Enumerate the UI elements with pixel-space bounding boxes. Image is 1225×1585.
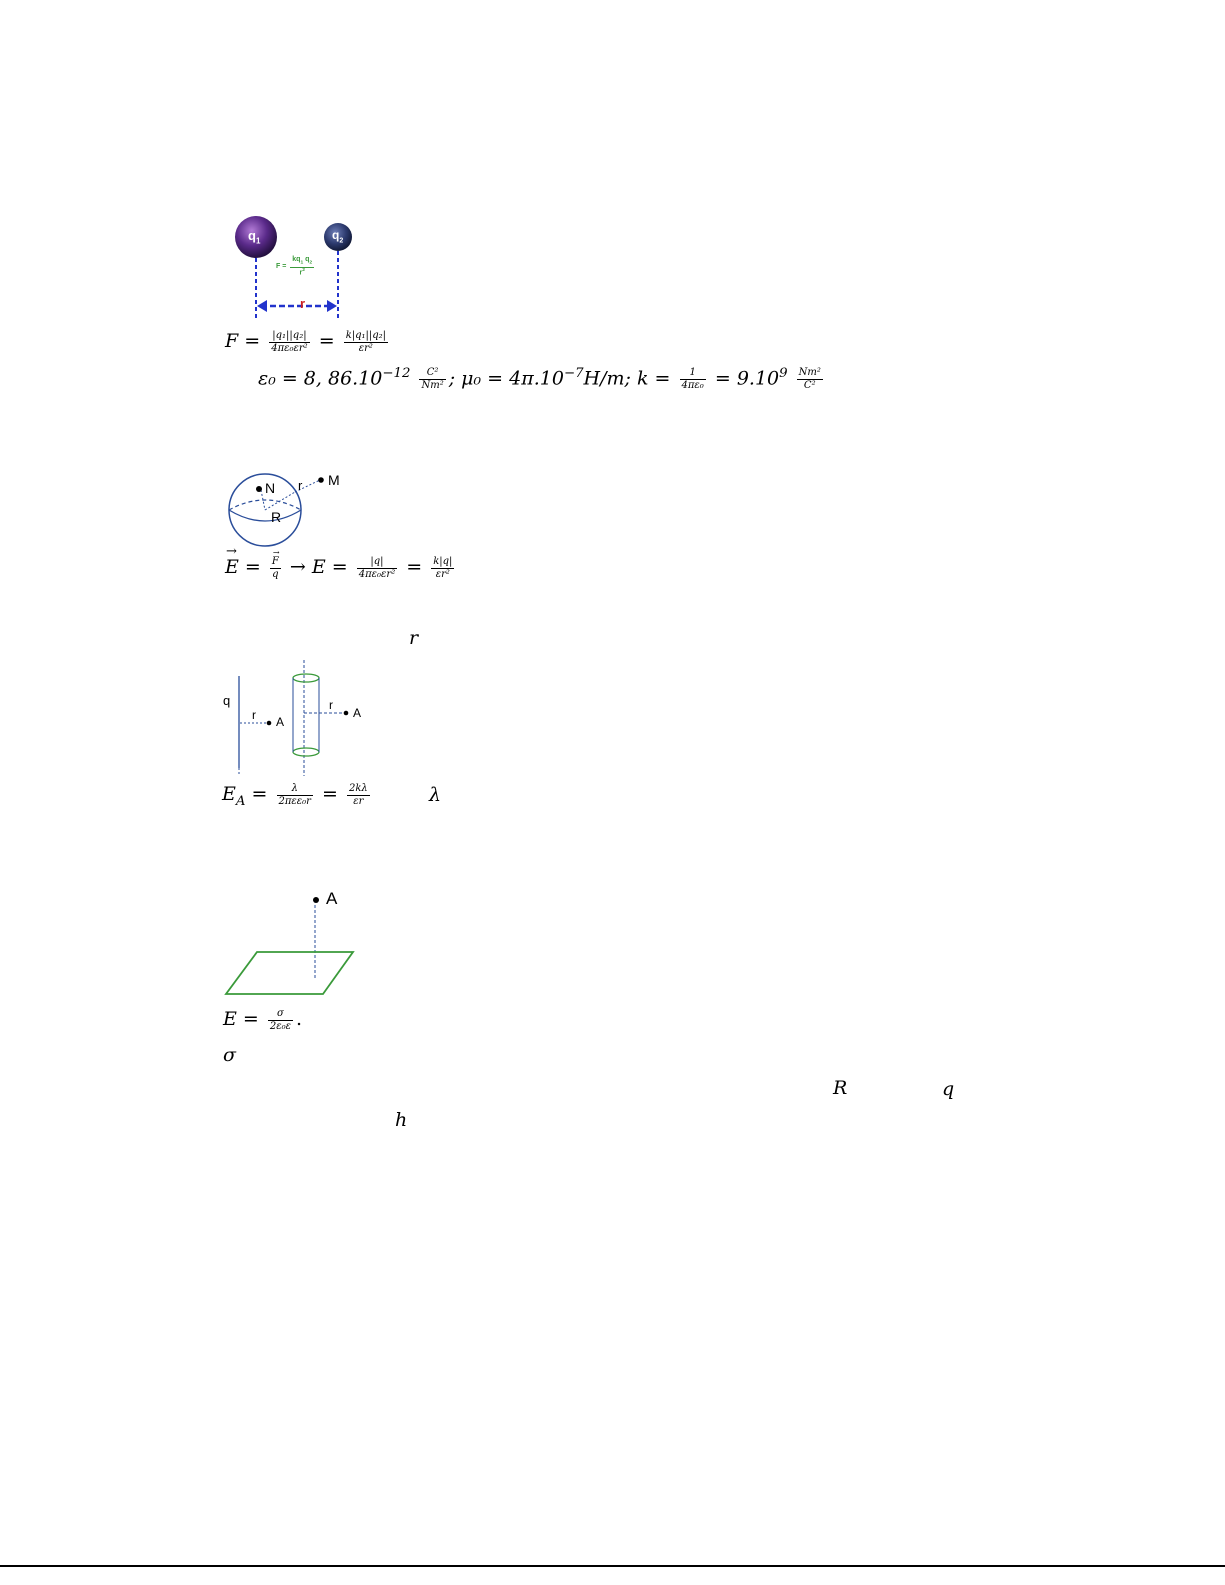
figure-coulomb-formula: F = $\frac{kq_1 q_2}{r^2}$ <box>276 256 313 277</box>
isolated-symbol-r: r <box>409 627 419 649</box>
label-a2: A <box>353 706 362 720</box>
label-R: R <box>271 509 282 525</box>
arrow-head-left <box>257 300 267 312</box>
label-m: M <box>328 472 340 488</box>
arrow-head-right <box>327 300 337 312</box>
page-bottom-rule <box>0 1565 1225 1567</box>
symbol-q: q <box>942 1078 955 1100</box>
symbol-sigma: σ <box>223 1044 236 1066</box>
distance-label: r <box>300 296 306 311</box>
cylinder-bottom <box>293 748 319 756</box>
q2-label: $q_2$ <box>332 228 344 245</box>
label-a1: A <box>276 715 285 729</box>
cylinder-top <box>293 674 319 682</box>
label-q: q <box>223 693 231 708</box>
line-charge-figure <box>220 658 370 778</box>
label-r-small: r <box>298 478 303 493</box>
label-r2: r <box>329 698 333 712</box>
label-r1: r <box>252 708 256 722</box>
point-a1 <box>267 721 272 726</box>
field-equation: → E = → F q → E = $\frac{|q|}{\text{4πε₀εr²}}$ = $\frac{k|q|}{\text{εr²}}$ <box>225 544 453 580</box>
sphere-equator-front <box>229 510 301 521</box>
coulomb-equation: F = $\frac{\text{|q₁||q₂|}}{\text{4πε₀εr²}}$ = $\frac{\text{k|q₁||q₂|}}{\text{εr²}}$ <box>225 329 387 354</box>
point-a2 <box>344 711 349 716</box>
plane-equation: E = $\frac{\sigma}{\text{2ε₀ε}}$ . <box>223 1007 303 1032</box>
point-m <box>318 477 324 483</box>
q1-label: $q_1$ <box>248 228 261 246</box>
charged-plane <box>226 952 353 994</box>
sphere-equator-back <box>229 500 301 510</box>
label-n: N <box>265 480 276 496</box>
label-a-plane: A <box>326 889 338 908</box>
line-charge-equation: $E_A$ = $\frac{\lambda}{\text{2πεε₀r}}$ = $\frac{2k\lambda}{\varepsilon r}$ <box>222 782 368 809</box>
lambda-symbol: λ <box>429 784 442 806</box>
symbol-h: h <box>395 1109 408 1131</box>
point-a <box>313 897 319 903</box>
symbol-R: R <box>833 1077 848 1099</box>
point-n <box>256 486 262 492</box>
constants-equation: ε₀ = 8, $86.10^{-12}$ $\frac{\text{C²}}{\text{Nm²}}$ ; $\mu_0 = 4\pi.10^{-7}H/m$; k = $\frac{1}{\text{4πε₀}}$ = $9.10^9$ $\frac{\text{Nm²}}{\text{C²}}$ <box>258 366 821 391</box>
